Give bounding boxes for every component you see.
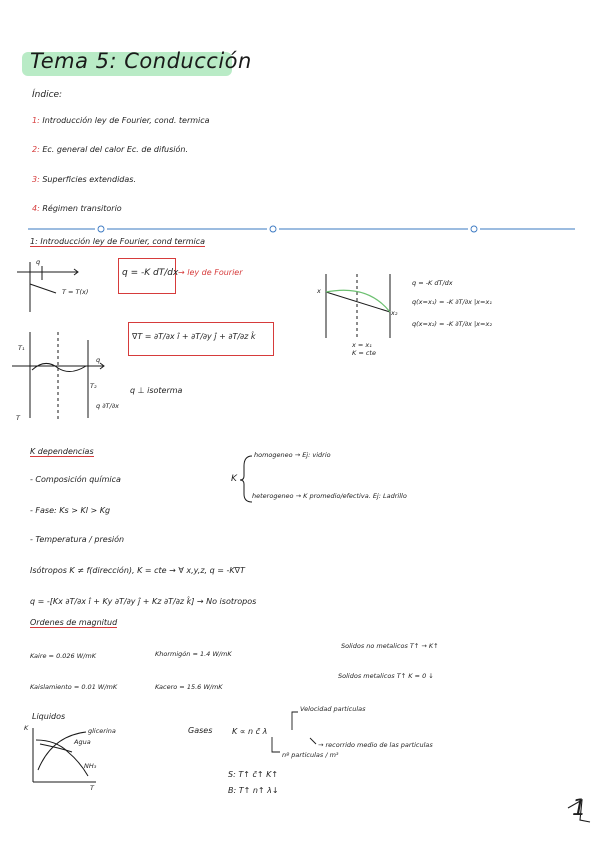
index-item-1: 1: Introducción ley de Fourier, cond. termica [32,116,210,125]
solidos-no-metalicos: Solidos no metalicos T↑ → K↑ [341,642,439,650]
gases-label: Gases [188,726,213,735]
graph2-q-arrow: q ∂T/∂x [96,402,119,410]
gases-line-s: S: T↑ c̄↑ K↑ [228,770,279,779]
graph2-T1: T₁ [18,344,25,352]
wall-left-label: x [317,287,321,295]
liquidos-heading: Liquidos [32,712,66,721]
liquidos-axis-t: T [90,784,94,792]
wall-q-def: q = -K dT/dx [412,279,453,287]
index-item-3: 3: Superficies extendidas. [32,175,136,184]
gases-velocidad: Velocidad particulas [300,705,366,713]
k-aire: Kaire = 0.026 W/mK [30,652,96,660]
index-heading: Índice: [32,90,63,100]
magnitudes-heading: Ordenes de magnitud [30,618,118,627]
graph-wall-profile [326,274,390,340]
k-heterogeneo: heterogeneo → K promedio/efectiva. Ej: Ladrillo [252,492,407,500]
k-brace-label: K [231,474,237,484]
fourier-law-label: → ley de Fourier [178,268,243,277]
k-hormigon: Khormigón ≈ 1.4 W/mK [155,650,232,658]
k-brace [240,456,252,502]
k-item-fase: - Fase: Ks > Kl > Kg [30,506,111,515]
gradient-formula: ∇T = ∂T/∂x î + ∂T/∂y ĵ + ∂T/∂z k̂ [132,332,256,341]
graph-temperature-profile [17,262,78,312]
k-isotropos: Isótropos K ≠ f(dirección), K = cte → ∀ x,y,z, q = -K∇T [30,566,245,575]
curve-glicerina: glicerina [88,727,116,735]
graph2-q: q [96,356,101,364]
graph1-q-label: q [36,258,41,266]
graph2-T-axis: T [16,414,20,422]
k-item-composicion: - Composición química [30,475,121,484]
wall-kcte-label: K = cte [352,349,376,357]
curve-agua: Agua [74,738,91,746]
graph2-T2: T₂ [90,382,97,390]
fourier-formula: q = -K dT/dx [122,268,179,278]
section1-heading: 1: Introducción ley de Fourier, cond termica [30,237,206,246]
graph1-T-label: T = T(x) [62,288,89,296]
page-number: 1 [572,796,586,821]
index-item-2: 2: Ec. general del calor Ec. de difusión. [32,145,189,154]
graph-isotherms [12,332,104,420]
k-acero: Kacero = 15.6 W/mK [155,683,223,691]
wall-right-label: x₂ [391,309,398,317]
wall-q-xc: q(x=x₂) = -K ∂T/∂x |x=x₂ [412,320,492,328]
graph-liquids [33,728,96,782]
k-item-temperatura: - Temperatura / presión [30,535,125,544]
gases-n-particulas: nº particulas / m³ [282,751,339,759]
liquidos-axis-k: K [24,724,29,732]
wall-q-x1: q(x=x₁) = -K ∂T/∂x |x=x₁ [412,298,492,306]
curve-nh3: NH₃ [84,762,97,770]
k-heading: K dependencias [30,447,94,456]
wall-x-label: x = x₁ [352,341,372,349]
k-homogeneo: homogeneo → Ej: vidrio [254,451,331,459]
index-item-4: 4: Régimen transitorio [32,204,122,213]
section-divider [28,226,575,232]
isoterma-text: q ⊥ isoterma [130,386,183,395]
gases-formula: K ∝ n c̄ λ [232,727,268,736]
gases-line-b: B: T↑ n↑ λ↓ [228,786,279,795]
k-anisotropo: q = -[Kx ∂T/∂x î + Ky ∂T/∂y ĵ + Kz ∂T/∂z k̂] → No isotropos [30,597,257,606]
page-title: Tema 5: Conducción [30,49,252,73]
solidos-metalicos: Solidos metalicos T↑ K ≈ 0 ↓ [338,672,434,680]
k-aislamiento: Kaislamiento = 0.01 W/mK [30,683,118,691]
gases-arrows [272,712,316,752]
gases-recorrido: → recorrido medio de las particulas [318,741,433,749]
